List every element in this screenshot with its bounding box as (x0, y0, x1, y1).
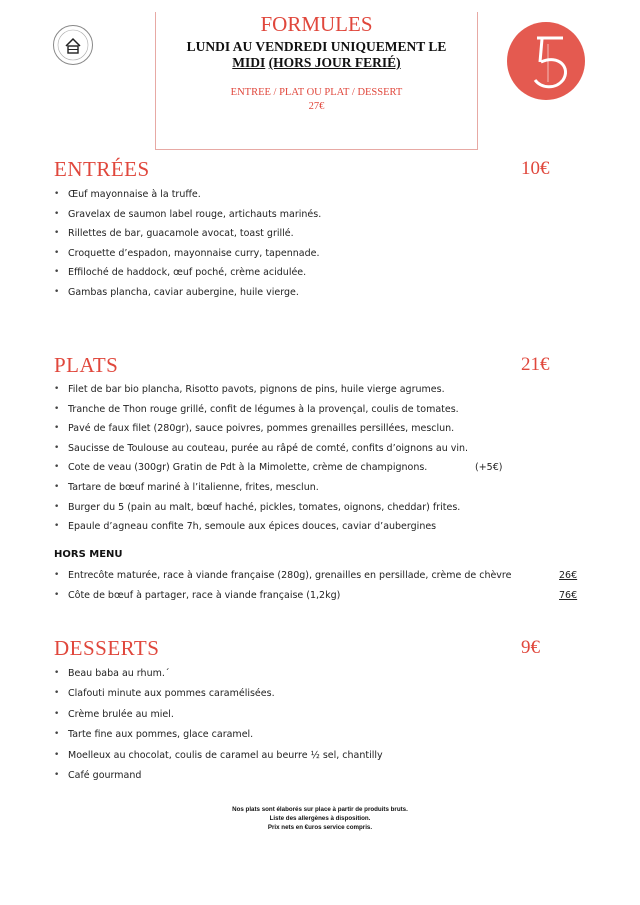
circular-badge-logo (53, 25, 93, 65)
dessert-item: • Café gourmand (54, 770, 594, 790)
desserts-price: 9€ (521, 637, 540, 658)
plat-item: • Tartare de bœuf mariné à l’italienne, frites, mesclun. (54, 482, 594, 502)
plat-item: • Tranche de Thon rouge grillé, confit de légumes à la provençal, coulis de tomates. (54, 404, 594, 424)
footer-notes (180, 805, 460, 832)
plat-item (54, 462, 594, 482)
footer-line: Liste des allergènes à disposition. (269, 815, 371, 822)
formula-schedule (156, 39, 477, 71)
entrees-title: ENTRÉES (54, 157, 150, 181)
dessert-item: • Clafouti minute aux pommes caramélisées. (54, 688, 594, 708)
dessert-item: • Beau baba au rhum.´ (54, 668, 594, 688)
hors-menu-item-price: 76€ (559, 589, 578, 601)
entrees-list (54, 189, 594, 307)
dessert-item: • Moelleux au chocolat, coulis de caramel au beurre ½ sel, chantilly (54, 750, 594, 770)
plat-item: • Filet de bar bio plancha, Risotto pavots, pignons de pins, huile vierge agrumes. (54, 384, 594, 404)
formula-composition: ENTREE / PLAT OU PLAT / DESSERT (230, 87, 403, 98)
plat-supplement: (+5€) (475, 462, 503, 474)
formula-schedule-line1: LUNDI AU VENDREDI UNIQUEMENT LE (186, 39, 447, 54)
formula-box (155, 12, 478, 150)
hors-menu-item (54, 590, 594, 610)
plat-item: • Epaule d’agneau confite 7h, semoule aux épices douces, caviar d’aubergines (54, 521, 594, 541)
formula-title: FORMULES (260, 12, 373, 36)
dessert-item: • Tarte fine aux pommes, glace caramel. (54, 729, 594, 749)
entree-item: • Gravelax de saumon label rouge, artichauts marinés. (54, 209, 594, 229)
formula-schedule-midi: MIDI (232, 55, 266, 70)
entree-item: • Gambas plancha, caviar aubergine, huile vierge. (54, 287, 594, 307)
hors-menu-item (54, 570, 594, 590)
footer-line: Nos plats sont élaborés sur place à partir de produits bruts. (232, 806, 408, 813)
hors-menu-item-label: Entrecôte maturée, race à viande française (280g), grenailles en persillade, crème de chèvre (68, 570, 512, 581)
formula-schedule-holiday: (HORS JOUR FERIÉ) (268, 55, 401, 70)
plats-list (54, 384, 594, 541)
plat-item: • Saucisse de Toulouse au couteau, purée au râpé de comté, confits d’oignons au vin. (54, 443, 594, 463)
formula-schedule-line2 (156, 55, 477, 71)
formula-price: 27€ (308, 101, 325, 112)
entree-item: • Rillettes de bar, guacamole avocat, toast grillé. (54, 228, 594, 248)
entree-item: • Croquette d’espadon, mayonnaise curry, tapennade. (54, 248, 594, 268)
plat-item: • Burger du 5 (pain au malt, bœuf haché, pickles, tomates, oignons, cheddar) frites. (54, 502, 594, 522)
entrees-price: 10€ (521, 158, 550, 179)
desserts-list (54, 668, 594, 790)
hors-menu-item-price: 26€ (559, 570, 578, 581)
hors-menu-list (54, 570, 594, 609)
plats-price: 21€ (521, 354, 550, 375)
hors-menu-title: HORS MENU (54, 549, 123, 560)
plat-item: • Pavé de faux filet (280gr), sauce poivres, pommes grenailles persillées, mesclun. (54, 423, 594, 443)
hors-menu-item-label: Côte de bœuf à partager, race à viande française (1,2kg) (68, 589, 341, 601)
entree-item: • Effiloché de haddock, œuf poché, crème acidulée. (54, 267, 594, 287)
dessert-item: • Crème brulée au miel. (54, 709, 594, 729)
footer-line: Prix nets en €uros service compris. (267, 824, 373, 831)
desserts-title: DESSERTS (54, 636, 160, 660)
plat-item-label: Cote de veau (300gr) Gratin de Pdt à la Mimolette, crème de champignons. (68, 462, 428, 474)
entree-item: • Œuf mayonnaise à la truffe. (54, 189, 594, 209)
plats-title: PLATS (54, 353, 119, 377)
restaurant-5-logo (507, 22, 585, 100)
